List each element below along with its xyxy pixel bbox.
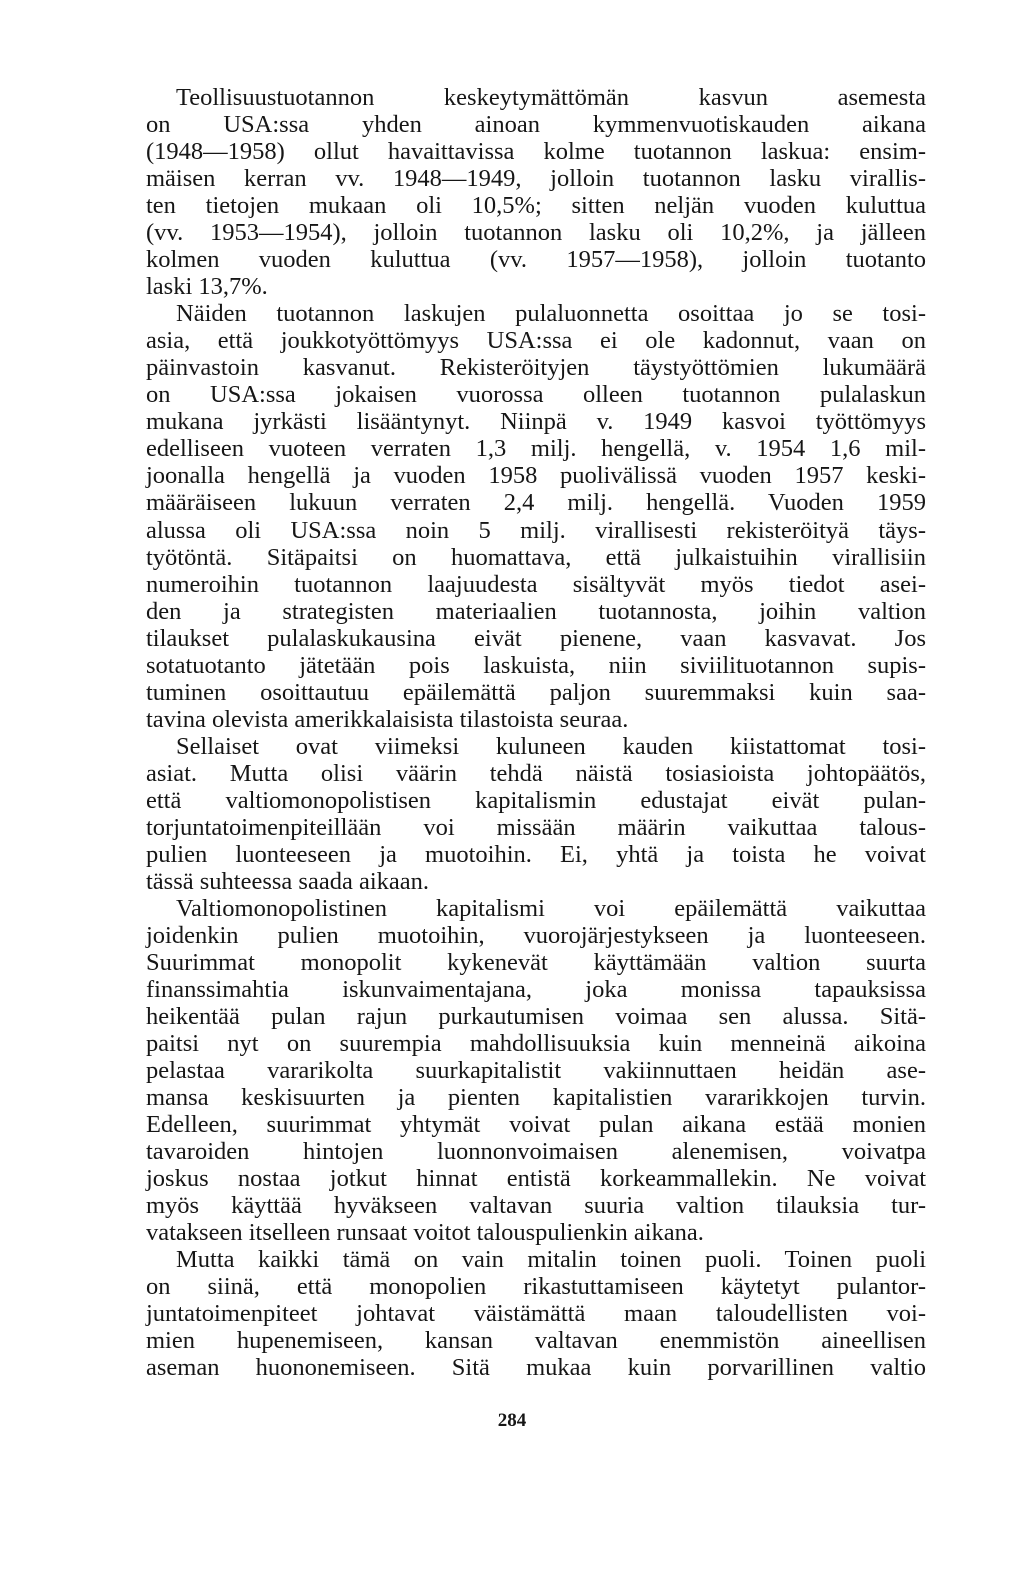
text-line: pelastaa vararikolta suurkapitalistit vakiinnuttaen heidän ase- [146, 1057, 926, 1085]
text-line: asiat. Mutta olisi väärin tehdä näistä tosiasioista johtopäätös, [146, 759, 926, 787]
text-line: finanssimahtia iskunvaimentajana, joka monissa tapauksissa [146, 976, 926, 1004]
text-line: Näiden tuotannon laskujen pulaluonnetta osoittaa jo se tosi- [176, 300, 926, 328]
text-line: on USA:ssa yhden ainoan kymmenvuotiskauden aikana [146, 111, 926, 139]
text-line: kolmen vuoden kuluttua (vv. 1957—1958), jolloin tuotanto [146, 246, 926, 274]
text-line: laski 13,7%. [146, 273, 268, 301]
text-line: pulien luonteeseen ja muotoihin. Ei, yhtä ja toista he voivat [146, 840, 926, 868]
text-line: mukana jyrkästi lisääntynyt. Niinpä v. 1949 kasvoi työttömyys [146, 408, 926, 436]
text-line: juntatoimenpiteet johtavat väistämättä maan taloudellisten voi- [146, 1300, 926, 1328]
text-line: edelliseen vuoteen verraten 1,3 milj. hengellä, v. 1954 1,6 mil- [146, 435, 926, 463]
text-line: tavaroiden hintojen luonnonvoimaisen alenemisen, voivatpa [146, 1138, 926, 1166]
text-line: Sellaiset ovat viimeksi kuluneen kauden kiistattomat tosi- [176, 732, 926, 760]
text-line: joonalla hengellä ja vuoden 1958 puolivälissä vuoden 1957 keski- [146, 462, 926, 490]
text-line: aseman huononemiseen. Sitä mukaa kuin porvarillinen valtio [146, 1354, 926, 1382]
text-line: mansa keskisuurten ja pienten kapitalistien vararikkojen turvin. [146, 1084, 926, 1112]
text-line: den ja strategisten materiaalien tuotannosta, joihin valtion [146, 597, 926, 625]
text-line: asia, että joukkotyöttömyys USA:ssa ei ole kadonnut, vaan on [146, 327, 926, 355]
text-line: paitsi nyt on suurempia mahdollisuuksia kuin menneinä aikoina [146, 1030, 926, 1058]
text-line: numeroihin tuotannon laajuudesta sisältyvät myös tiedot asei- [146, 570, 926, 598]
text-line: Suurimmat monopolit kykenevät käyttämään valtion suurta [146, 949, 926, 976]
text-line: että valtiomonopolistisen kapitalismin edustajat eivät pulan- [146, 786, 926, 814]
text-line: on siinä, että monopolien rikastuttamiseen käytetyt pulantor- [146, 1273, 926, 1301]
text-line: alussa oli USA:ssa noin 5 milj. virallisesti rekisteröityä täys- [146, 516, 926, 544]
text-line: sotatuotanto jätetään pois laskuista, niin siviilituotannon supis- [146, 651, 926, 679]
page-number: 284 [497, 1410, 527, 1431]
text-line: määräiseen lukuun verraten 2,4 milj. hengellä. Vuoden 1959 [146, 489, 926, 517]
text-line: (1948—1958) ollut havaittavissa kolme tuotannon laskua: ensim- [146, 138, 926, 166]
text-line: myös käyttää hyväkseen valtavan suuria valtion tilauksia tur- [146, 1192, 926, 1220]
text-line: mien hupenemiseen, kansan valtavan enemmistön aineellisen [146, 1327, 926, 1355]
text-line: torjuntatoimenpiteillään voi missään määrin vaikuttaa talous- [146, 813, 926, 841]
text-line: työtöntä. Sitäpaitsi on huomattava, että julkaistuihin virallisiin [146, 543, 926, 571]
text-line: Teollisuustuotannon keskeytymättömän kasvun asemesta [176, 84, 926, 111]
text-line: joidenkin pulien muotoihin, vuorojärjestykseen ja luonteeseen. [146, 921, 926, 949]
text-line: tilaukset pulalaskukausina eivät pienene, vaan kasvavat. Jos [146, 624, 926, 652]
text-line: on USA:ssa jokaisen vuorossa olleen tuotannon pulalaskun [146, 381, 926, 409]
text-line: ten tietojen mukaan oli 10,5%; sitten neljän vuoden kuluttua [146, 192, 926, 220]
text-line: tuminen osoittautuu epäilemättä paljon suuremmaksi kuin saa- [146, 678, 926, 706]
text-line: Mutta kaikki tämä on vain mitalin toinen puoli. Toinen puoli [176, 1246, 926, 1274]
text-line: heikentää pulan rajun purkautumisen voimaa sen alussa. Sitä- [146, 1003, 926, 1031]
text-line: päinvastoin kasvanut. Rekisteröityjen täystyöttömien lukumäärä [146, 354, 926, 382]
text-line: tässä suhteessa saada aikaan. [146, 867, 429, 895]
text-line: tavina olevista amerikkalaisista tilastoista seuraa. [146, 705, 629, 733]
text-line: Valtiomonopolistinen kapitalismi voi epäilemättä vaikuttaa [176, 894, 926, 922]
body-text [146, 84, 926, 1382]
text-line: vatakseen itselleen runsaat voitot talouspulienkin aikana. [146, 1219, 704, 1247]
text-line: Edelleen, suurimmat yhtymät voivat pulan aikana estää monien [146, 1111, 926, 1139]
text-line: mäisen kerran vv. 1948—1949, jolloin tuotannon lasku virallis- [146, 165, 926, 193]
text-line: joskus nostaa jotkut hinnat entistä korkeammallekin. Ne voivat [146, 1165, 926, 1193]
text-line: (vv. 1953—1954), jolloin tuotannon lasku oli 10,2%, ja jälleen [146, 219, 926, 247]
